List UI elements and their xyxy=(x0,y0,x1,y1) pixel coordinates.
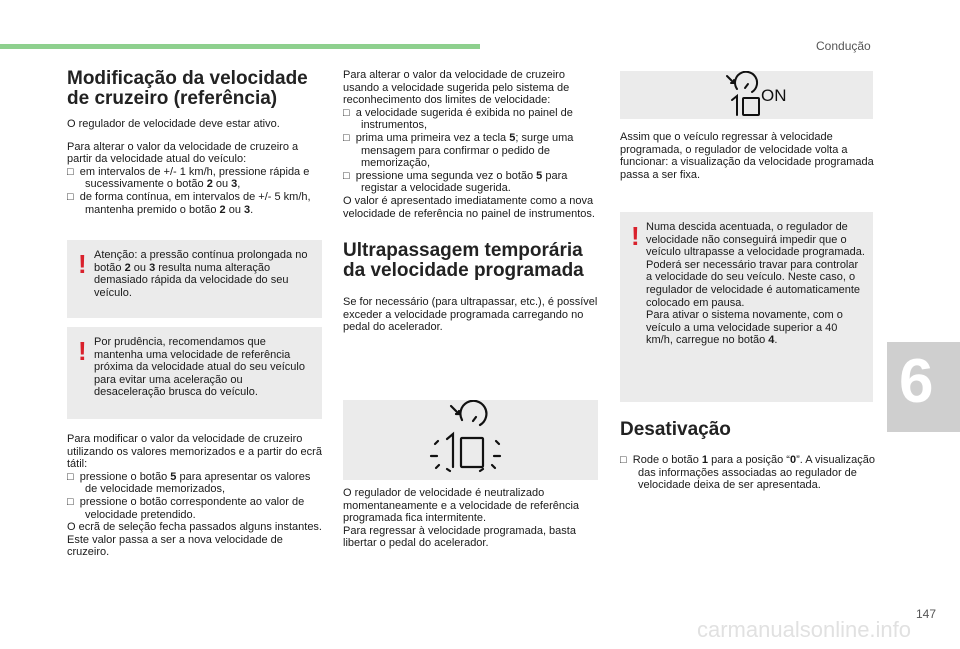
section-title: Condução xyxy=(816,39,871,53)
bullet-icon: □ xyxy=(67,190,80,203)
paragraph-neutralized: O regulador de velocidade é neutralizado momentaneamente e a velocidade de referência programada fica intermitente. xyxy=(343,487,580,525)
column-3-bottom xyxy=(620,420,876,492)
warning-box-3 xyxy=(620,212,873,402)
paragraph-result: O valor é apresentado imediatamente como a nova velocidade de referência no painel de instrumentos. xyxy=(343,194,595,220)
on-label: ON xyxy=(761,86,787,105)
heading-line-2: da velocidade programada xyxy=(343,260,584,282)
paragraph-return: Para regressar à velocidade programada, basta libertar o pedal do acelerador. xyxy=(343,524,576,550)
column-2-bottom xyxy=(343,487,599,550)
warning-icon: ! xyxy=(631,221,640,251)
paragraph-back-to-speed: Assim que o veículo regressar à velocidade programada, o regulador de velocidade volta a funcionar: a visualização da velocidade programada passa a ser fixa. xyxy=(620,131,874,181)
heading-ultrapassagem xyxy=(343,241,599,281)
bullet-item: □ de forma contínua, em intervalos de +/- 5 km/h, mantenha premido o botão 2 ou 3. xyxy=(67,190,311,216)
bullet-icon: □ xyxy=(67,165,80,178)
speed-display-flashing-icon xyxy=(343,400,598,480)
chapter-number: 6 xyxy=(899,347,934,416)
paragraph-suggested: Para alterar o valor da velocidade de cruzeiro usando a velocidade sugerida pelo sistema de reconhecimento dos limites de velocidade: xyxy=(343,69,570,107)
bullet-icon: □ xyxy=(343,169,356,182)
column-2 xyxy=(343,69,599,334)
bullet-icon: □ xyxy=(620,454,633,466)
bullet-item: □ a velocidade sugerida é exibida no painel de instrumentos, xyxy=(343,106,573,132)
column-1 xyxy=(67,69,323,216)
warning-icon: ! xyxy=(78,336,87,366)
warning-text: Atenção: a pressão contínua prolongada no botão 2 ou 3 resulta numa alteração demasiado rápida da velocidade do seu veículo. xyxy=(94,249,308,299)
heading-line-1: Modificação da velocidade xyxy=(67,68,308,89)
page-number: 147 xyxy=(916,607,937,621)
paragraph-intro: O regulador de velocidade deve estar ativo. xyxy=(67,118,280,130)
warning-box-1 xyxy=(67,240,322,318)
warning-box-2 xyxy=(67,327,322,419)
watermark: carmanualsonline.info xyxy=(697,617,912,642)
paragraph-alter: Para alterar o valor da velocidade de cruzeiro a partir da velocidade atual do veículo: xyxy=(67,140,299,166)
heading-desativacao: Desativação xyxy=(620,419,731,440)
warning-text: Numa descida acentuada, o regulador de velocidade não conseguirá impedir que o veículo ultrapasse a velocidade programada. Poderá ser necessário travar para controlar a velocidade do seu veículo. Neste caso, o regulador de velocidade é automaticamente colocado em pausa. Para ativar o sistema novamente, com o veículo a uma velocidade superior a 40 km/h, carregue no botão 4. xyxy=(646,221,865,347)
heading-modificacao xyxy=(67,69,323,109)
column-1-bottom xyxy=(67,433,323,559)
bullet-item: □ pressione uma segunda vez o botão 5 para registar a velocidade sugerida. xyxy=(343,169,568,195)
paragraph-exceed: Se for necessário (para ultrapassar, etc.), é possível exceder a velocidade programada carregando no pedal do acelerador. xyxy=(343,296,598,334)
warning-text: Por prudência, recomendamos que mantenha uma velocidade de referência próxima da velocidade atual do seu veículo para evitar uma aceleração ou desaceleração brusca do veículo. xyxy=(94,336,305,399)
bullet-item: □ pressione o botão correspondente ao valor de velocidade pretendido. xyxy=(67,495,305,521)
speed-display-on-icon xyxy=(620,71,873,119)
bullet-icon: □ xyxy=(343,106,356,119)
figure-cruise-on xyxy=(620,71,873,119)
bullet-icon: □ xyxy=(67,470,80,483)
paragraph-touch: Para modificar o valor da velocidade de cruzeiro utilizando os valores memorizados e a partir do ecrã tátil: xyxy=(67,433,322,471)
figure-overspeed xyxy=(343,400,598,480)
bullet-item: □ pressione o botão 5 para apresentar os valores de velocidade memorizados, xyxy=(67,470,311,496)
chapter-tab xyxy=(887,342,960,432)
paragraph-close-2: Este valor passa a ser a nova velocidade de cruzeiro. xyxy=(67,533,283,559)
bullet-item: □ prima uma primeira vez a tecla 5; surge uma mensagem para confirmar o pedido de memorização, xyxy=(343,131,574,170)
heading-line-2: de cruzeiro (referência) xyxy=(67,88,278,109)
bullet-item: □ Rode o botão 1 para a posição “0”. A visualização das informações associadas ao regulador de velocidade deixa de ser apresentada. xyxy=(620,454,875,492)
heading-line-1: Ultrapassagem temporária xyxy=(343,240,583,262)
bullet-item: □ em intervalos de +/- 1 km/h, pressione rápida e sucessivamente o botão 2 ou 3, xyxy=(67,165,310,191)
header-accent-bar xyxy=(0,44,480,49)
paragraph-close-1: O ecrã de seleção fecha passados alguns instantes. xyxy=(67,521,322,534)
bullet-icon: □ xyxy=(67,495,80,508)
column-3 xyxy=(620,131,876,181)
warning-icon: ! xyxy=(78,249,87,279)
bullet-icon: □ xyxy=(343,131,356,144)
